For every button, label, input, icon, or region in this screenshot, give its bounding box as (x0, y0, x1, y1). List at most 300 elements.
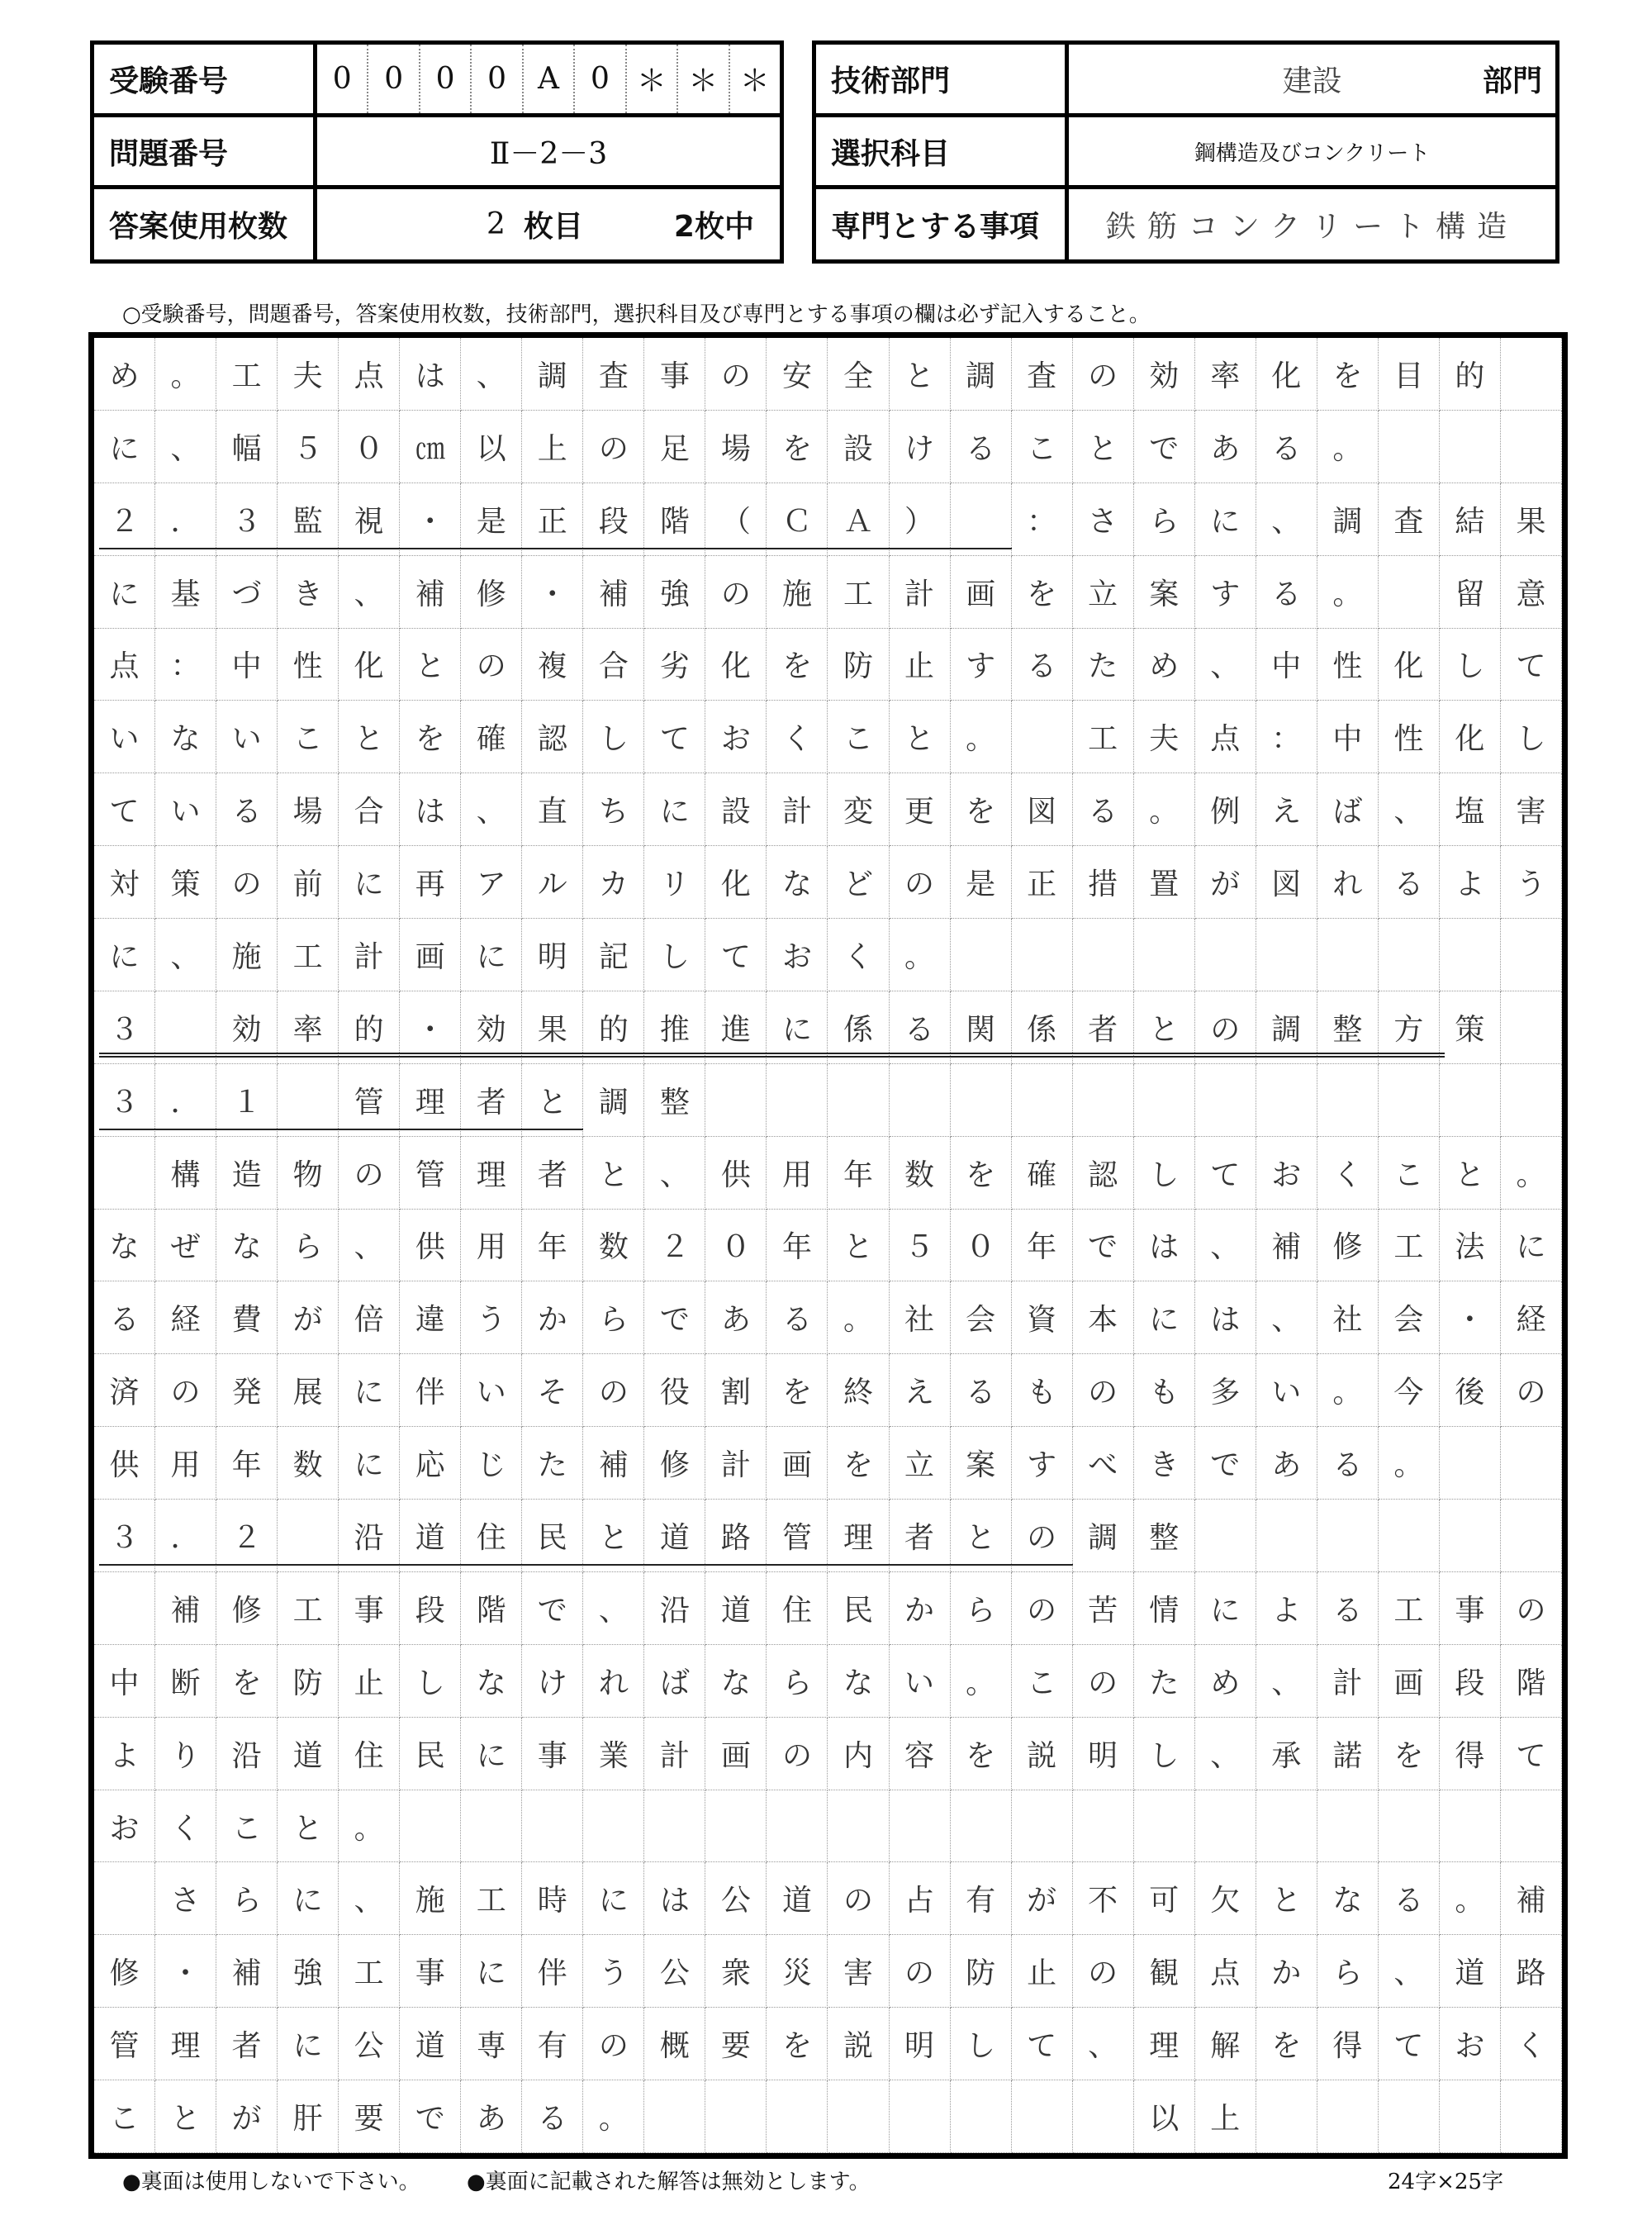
grid-cell: ら (583, 1281, 644, 1354)
grid-cell: 業 (583, 1718, 644, 1790)
grid-cell: 果 (1501, 483, 1562, 556)
grid-cell (1379, 2080, 1440, 2153)
grid-cell: づ (216, 556, 278, 629)
grid-cell: 計 (767, 773, 828, 846)
grid-cell: が (216, 2080, 278, 2153)
grid-cell: 策 (1440, 991, 1501, 1064)
footer-grid-size: 24字×25字 (1388, 2170, 1503, 2194)
grid-cell: 計 (339, 919, 400, 991)
grid-cell: 発 (216, 1354, 278, 1427)
grid-cell: 事 (339, 1572, 400, 1645)
grid-cell: 、 (1379, 1935, 1440, 2008)
grid-cell: 補 (1501, 1862, 1562, 1935)
grid-cell: ： (1256, 701, 1317, 773)
grid-cell: 立 (1073, 556, 1134, 629)
grid-cell (1440, 1427, 1501, 1500)
grid-cell: 衆 (705, 1935, 767, 2008)
grid-cell: を (767, 2008, 828, 2080)
grid-cell: 年 (522, 1210, 583, 1282)
grid-cell: ） (890, 483, 951, 556)
grid-cell: 修 (644, 1427, 705, 1500)
grid-cell: を (767, 629, 828, 701)
grid-cell: の (583, 411, 644, 483)
grid-cell: ０ (339, 411, 400, 483)
grid-cell (767, 1790, 828, 1863)
grid-cell: も (1134, 1354, 1195, 1427)
grid-cell: し (1134, 1718, 1195, 1790)
grid-cell: の (583, 2008, 644, 2080)
grid-cell: 者 (890, 1500, 951, 1572)
department-label: 技術部門 (816, 45, 1069, 113)
grid-cell: 。 (155, 338, 216, 411)
grid-cell: の (1073, 338, 1134, 411)
grid-cell: 違 (400, 1281, 461, 1354)
grid-cell: 用 (155, 1427, 216, 1500)
grid-cell: で (1134, 411, 1195, 483)
grid-cell: 調 (583, 1064, 644, 1137)
grid-cell: し (644, 919, 705, 991)
grid-cell: そ (522, 1354, 583, 1427)
grid-cell (1379, 1790, 1440, 1863)
grid-cell: 場 (278, 773, 339, 846)
grid-cell: は (1134, 1210, 1195, 1282)
grid-cell: ・ (400, 483, 461, 556)
grid-cell: も (1012, 1354, 1073, 1427)
grid-cell: あ (461, 2080, 522, 2153)
grid-cell (705, 2080, 767, 2153)
grid-cell (1134, 919, 1195, 991)
grid-cell: を (767, 1354, 828, 1427)
grid-cell: 工 (1379, 1572, 1440, 1645)
grid-cell: ら (1317, 1935, 1379, 2008)
grid-cell: 点 (1195, 1935, 1256, 2008)
grid-cell: 、 (1256, 1281, 1317, 1354)
grid-cell: 者 (216, 2008, 278, 2080)
grid-cell: 画 (400, 919, 461, 991)
grid-cell: 点 (94, 629, 155, 701)
grid-cell: ２ (216, 1500, 278, 1572)
grid-cell: に (94, 411, 155, 483)
grid-cell (1501, 991, 1562, 1064)
grid-cell: 年 (216, 1427, 278, 1500)
sheets-current-unit: 枚目 (523, 210, 583, 244)
grid-cell: 民 (828, 1572, 890, 1645)
grid-cell: 、 (339, 1210, 400, 1282)
grid-cell: 調 (522, 338, 583, 411)
grid-cell: ・ (522, 556, 583, 629)
grid-cell (1256, 1500, 1317, 1572)
grid-cell: 率 (278, 991, 339, 1064)
grid-cell (1012, 2080, 1073, 2153)
grid-cell: 階 (461, 1572, 522, 1645)
grid-cell: 路 (705, 1500, 767, 1572)
grid-cell: 管 (94, 2008, 155, 2080)
grid-cell: 公 (339, 2008, 400, 2080)
grid-cell: 安 (767, 338, 828, 411)
grid-cell: ２ (94, 483, 155, 556)
grid-cell (278, 1064, 339, 1137)
grid-cell: さ (155, 1862, 216, 1935)
grid-cell: の (1073, 1645, 1134, 1718)
grid-cell: 経 (155, 1281, 216, 1354)
grid-cell (890, 2080, 951, 2153)
grid-cell: れ (583, 1645, 644, 1718)
grid-cell: 展 (278, 1354, 339, 1427)
grid-cell: ５ (890, 1210, 951, 1282)
grid-cell: 内 (828, 1718, 890, 1790)
grid-cell: 施 (767, 556, 828, 629)
grid-cell: 化 (1440, 701, 1501, 773)
grid-cell: 要 (705, 2008, 767, 2080)
grid-cell (1379, 1500, 1440, 1572)
grid-cell: 計 (705, 1427, 767, 1500)
grid-cell: の (155, 1354, 216, 1427)
grid-cell: な (94, 1210, 155, 1282)
grid-cell: よ (1440, 846, 1501, 919)
grid-cell: に (1195, 1572, 1256, 1645)
grid-cell: る (951, 411, 1012, 483)
grid-cell: 。 (1317, 1354, 1379, 1427)
grid-cell: な (705, 1645, 767, 1718)
grid-cell: が (1012, 1862, 1073, 1935)
grid-cell: 造 (216, 1137, 278, 1210)
grid-cell: を (828, 1427, 890, 1500)
grid-cell: 上 (1195, 2080, 1256, 2153)
grid-cell (644, 2080, 705, 2153)
grid-cell: 更 (890, 773, 951, 846)
footer-note-back-unused: ●裏面は使用しないで下さい。 (122, 2170, 420, 2194)
grid-cell (461, 1790, 522, 1863)
grid-cell: を (1012, 556, 1073, 629)
grid-cell: る (1379, 1862, 1440, 1935)
grid-cell: と (1256, 1862, 1317, 1935)
header-right-box (812, 40, 1559, 264)
grid-cell: 調 (1256, 991, 1317, 1064)
grid-cell: 複 (522, 629, 583, 701)
grid-cell: え (1256, 773, 1317, 846)
grid-cell (1501, 1790, 1562, 1863)
grid-cell: 社 (890, 1281, 951, 1354)
grid-cell: 者 (522, 1137, 583, 1210)
grid-cell (1501, 2080, 1562, 2153)
exam-digit: A (522, 45, 573, 113)
grid-cell: い (1256, 1354, 1317, 1427)
grid-cell: べ (1073, 1427, 1134, 1500)
grid-cell: 化 (705, 629, 767, 701)
grid-cell (767, 2080, 828, 2153)
heading-double-underline (99, 1053, 1445, 1058)
grid-cell: 推 (644, 991, 705, 1064)
grid-cell: に (767, 991, 828, 1064)
exam-digit: ＊ (625, 45, 676, 113)
grid-cell: で (1195, 1427, 1256, 1500)
grid-cell (522, 1790, 583, 1863)
grid-cell: と (1073, 411, 1134, 483)
grid-cell (1379, 919, 1440, 991)
grid-cell: る (1073, 773, 1134, 846)
grid-cell: 上 (522, 411, 583, 483)
grid-cell: 断 (155, 1645, 216, 1718)
grid-cell: の (705, 556, 767, 629)
grid-cell: 置 (1134, 846, 1195, 919)
exam-number-digits (317, 45, 780, 113)
grid-cell: ら (1134, 483, 1195, 556)
grid-cell (94, 1862, 155, 1935)
grid-cell: く (155, 1790, 216, 1863)
grid-cell: 、 (644, 1137, 705, 1210)
grid-cell: 応 (400, 1427, 461, 1500)
exam-digit: ＊ (676, 45, 728, 113)
grid-cell (1440, 919, 1501, 991)
grid-cell (828, 2080, 890, 2153)
grid-cell: う (583, 1935, 644, 2008)
grid-cell: 化 (1256, 338, 1317, 411)
grid-cell (1012, 919, 1073, 991)
grid-cell (1012, 701, 1073, 773)
grid-cell: か (890, 1572, 951, 1645)
grid-cell: 管 (339, 1064, 400, 1137)
grid-cell: 。 (1317, 411, 1379, 483)
grid-cell: の (1012, 1500, 1073, 1572)
grid-cell: き (278, 556, 339, 629)
grid-cell: の (461, 629, 522, 701)
grid-cell: 後 (1440, 1354, 1501, 1427)
grid-cell: 止 (890, 629, 951, 701)
grid-cell: い (890, 1645, 951, 1718)
grid-cell: こ (1012, 1645, 1073, 1718)
grid-cell: し (1501, 701, 1562, 773)
grid-cell: 伴 (522, 1935, 583, 2008)
grid-cell: 数 (583, 1210, 644, 1282)
grid-cell: に (278, 1862, 339, 1935)
grid-cell: カ (583, 846, 644, 919)
grid-cell: 調 (951, 338, 1012, 411)
grid-cell: 資 (1012, 1281, 1073, 1354)
grid-cell: 修 (216, 1572, 278, 1645)
grid-cell: 得 (1317, 2008, 1379, 2080)
grid-cell: ３ (94, 1500, 155, 1572)
grid-cell: 是 (951, 846, 1012, 919)
grid-cell: 事 (644, 338, 705, 411)
grid-cell: 概 (644, 2008, 705, 2080)
grid-cell: 。 (828, 1281, 890, 1354)
grid-cell: ： (155, 629, 216, 701)
grid-cell: て (1012, 2008, 1073, 2080)
grid-cell: に (94, 919, 155, 991)
grid-cell: 性 (278, 629, 339, 701)
grid-cell: 施 (400, 1862, 461, 1935)
grid-cell: ち (583, 773, 644, 846)
grid-cell: 正 (1012, 846, 1073, 919)
grid-cell: あ (1195, 411, 1256, 483)
grid-cell: 住 (461, 1500, 522, 1572)
grid-cell: を (1256, 2008, 1317, 2080)
grid-cell: 情 (1134, 1572, 1195, 1645)
grid-cell: 階 (644, 483, 705, 556)
grid-cell (828, 1790, 890, 1863)
exam-number-label: 受験番号 (94, 45, 317, 113)
exam-digit: 0 (470, 45, 521, 113)
grid-cell: よ (94, 1718, 155, 1790)
grid-cell: 、 (1379, 773, 1440, 846)
grid-cell: 留 (1440, 556, 1501, 629)
sheets-label: 答案使用枚数 (94, 189, 317, 259)
grid-cell: を (767, 411, 828, 483)
grid-cell (951, 1790, 1012, 1863)
grid-cell (1317, 919, 1379, 991)
grid-cell: さ (1073, 483, 1134, 556)
grid-cell: が (278, 1281, 339, 1354)
grid-cell: い (216, 701, 278, 773)
grid-cell: 合 (583, 629, 644, 701)
grid-cell: 沿 (216, 1718, 278, 1790)
grid-cell: に (461, 1718, 522, 1790)
grid-cell: に (339, 1427, 400, 1500)
grid-cell: 倍 (339, 1281, 400, 1354)
grid-cell: た (1134, 1645, 1195, 1718)
grid-cell: 果 (522, 991, 583, 1064)
grid-cell: 塩 (1440, 773, 1501, 846)
department-value-cell (1069, 45, 1555, 113)
grid-cell: く (1317, 1137, 1379, 1210)
grid-cell: 補 (583, 556, 644, 629)
grid-cell (951, 1064, 1012, 1137)
grid-cell: 調 (1317, 483, 1379, 556)
grid-cell: 整 (1134, 1500, 1195, 1572)
grid-cell: 多 (1195, 1354, 1256, 1427)
grid-cell: 効 (216, 991, 278, 1064)
grid-cell: す (951, 629, 1012, 701)
grid-cell (1256, 2080, 1317, 2153)
grid-cell: う (1501, 846, 1562, 919)
grid-cell (1012, 1064, 1073, 1137)
grid-cell: 認 (522, 701, 583, 773)
subject-value: 鋼構造及びコンクリート (1194, 140, 1431, 166)
grid-cell: 。 (1134, 773, 1195, 846)
grid-cell: 段 (400, 1572, 461, 1645)
grid-cell (1317, 1500, 1379, 1572)
grid-cell: な (1317, 1862, 1379, 1935)
grid-cell: に (339, 1354, 400, 1427)
grid-cell: 工 (828, 556, 890, 629)
grid-cell (767, 1064, 828, 1137)
grid-cell: て (1501, 1718, 1562, 1790)
grid-cell: 害 (1501, 773, 1562, 846)
grid-cell: 理 (1134, 2008, 1195, 2080)
grid-cell: を (400, 701, 461, 773)
grid-cell: 夫 (1134, 701, 1195, 773)
grid-cell: の (1501, 1354, 1562, 1427)
grid-cell: ㎝ (400, 411, 461, 483)
grid-cell: 災 (767, 1935, 828, 2008)
grid-cell: 是 (461, 483, 522, 556)
grid-cell: 画 (705, 1718, 767, 1790)
grid-cell: 経 (1501, 1281, 1562, 1354)
grid-cell: 方 (1379, 991, 1440, 1064)
grid-cell: な (216, 1210, 278, 1282)
grid-cell: ３ (94, 1064, 155, 1137)
grid-cell: 年 (1012, 1210, 1073, 1282)
grid-cell: ・ (400, 991, 461, 1064)
grid-cell: 、 (1195, 629, 1256, 701)
grid-cell (1501, 1064, 1562, 1137)
grid-cell (1501, 1500, 1562, 1572)
grid-cell: Ｃ (767, 483, 828, 556)
grid-cell: 中 (1317, 701, 1379, 773)
subject-label: 選択科目 (816, 117, 1069, 185)
grid-cell: 時 (522, 1862, 583, 1935)
grid-cell (890, 1790, 951, 1863)
grid-cell: 図 (1012, 773, 1073, 846)
grid-cell: 得 (1440, 1718, 1501, 1790)
grid-cell (1134, 1790, 1195, 1863)
grid-cell: る (522, 2080, 583, 2153)
grid-cell: の (705, 338, 767, 411)
grid-cell: 事 (400, 1935, 461, 2008)
grid-cell: （ (705, 483, 767, 556)
grid-cell: 夫 (278, 338, 339, 411)
grid-cell: て (1501, 629, 1562, 701)
grid-cell: 計 (644, 1718, 705, 1790)
grid-cell: か (1256, 1935, 1317, 2008)
grid-cell: ・ (155, 1935, 216, 2008)
grid-cell: 立 (890, 1427, 951, 1500)
grid-cell: 、 (339, 556, 400, 629)
grid-cell: と (1134, 991, 1195, 1064)
grid-cell: 公 (705, 1862, 767, 1935)
grid-cell (400, 1790, 461, 1863)
grid-cell: 全 (828, 338, 890, 411)
grid-cell: 的 (583, 991, 644, 1064)
grid-cell: 査 (583, 338, 644, 411)
grid-cell: 明 (1073, 1718, 1134, 1790)
grid-cell: し (400, 1645, 461, 1718)
answer-grid (88, 332, 1568, 2159)
grid-cell: 解 (1195, 2008, 1256, 2080)
grid-cell: 要 (339, 2080, 400, 2153)
grid-cell: け (890, 411, 951, 483)
grid-cell: 工 (278, 919, 339, 991)
grid-cell: を (216, 1645, 278, 1718)
grid-cell: を (1317, 338, 1379, 411)
grid-cell: 性 (1379, 701, 1440, 773)
grid-cell: 工 (1073, 701, 1134, 773)
grid-cell: 理 (461, 1137, 522, 1210)
grid-cell: 供 (94, 1427, 155, 1500)
grid-cell: よ (1256, 1572, 1317, 1645)
grid-cell: ． (155, 1500, 216, 1572)
grid-cell: 防 (278, 1645, 339, 1718)
grid-cell: 。 (951, 1645, 1012, 1718)
grid-cell: な (155, 701, 216, 773)
grid-cell: す (1012, 1427, 1073, 1500)
grid-cell (1012, 1790, 1073, 1863)
grid-cell: ど (828, 846, 890, 919)
grid-cell: で (400, 2080, 461, 2153)
grid-cell: 容 (890, 1718, 951, 1790)
grid-cell (583, 1790, 644, 1863)
grid-cell: 。 (1379, 1427, 1440, 1500)
grid-cell: 供 (705, 1137, 767, 1210)
grid-cell: ． (155, 483, 216, 556)
grid-cell: 直 (522, 773, 583, 846)
grid-cell: 強 (278, 1935, 339, 2008)
grid-cell: と (155, 2080, 216, 2153)
grid-cell (1073, 2080, 1134, 2153)
grid-cell: く (828, 919, 890, 991)
grid-cell: る (767, 1281, 828, 1354)
grid-cell: 肝 (278, 2080, 339, 2153)
